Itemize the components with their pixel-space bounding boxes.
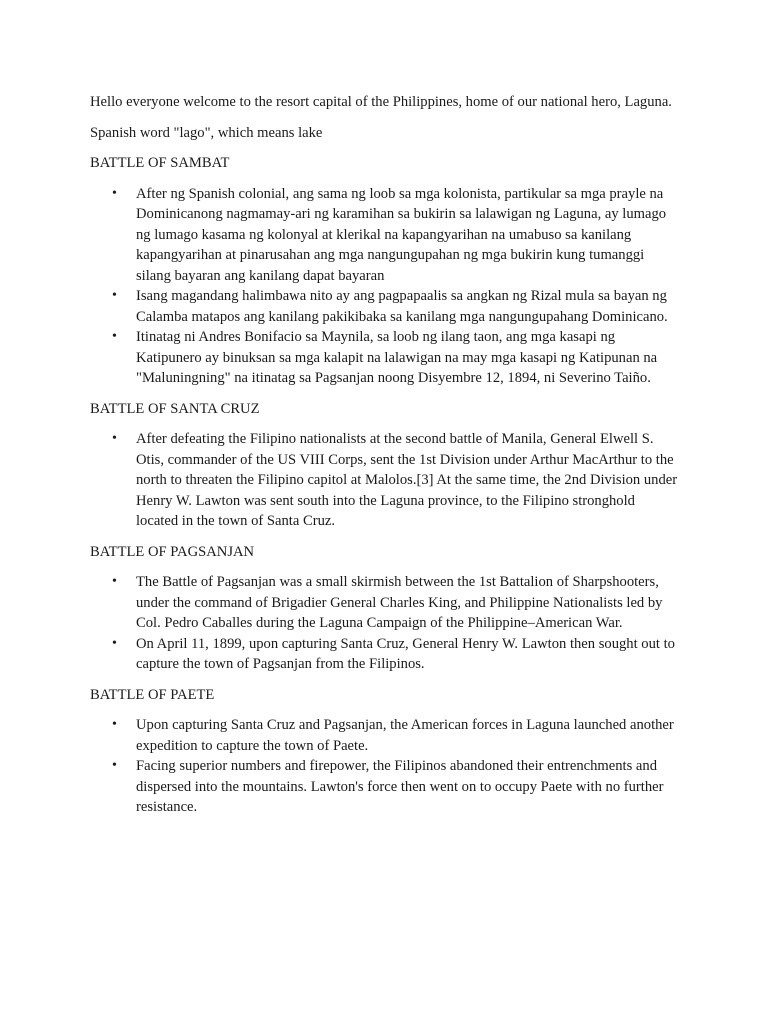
bullet-icon: • — [112, 185, 117, 201]
bullet-icon: • — [112, 574, 117, 589]
list-item-text: On April 11, 1899, upon capturing Santa Cruz, General Henry W. Lawton then sought out to capture the town of Pagsanjan from the Filipinos. — [136, 635, 675, 672]
section-heading-santa-cruz: BATTLE OF SANTA CRUZ — [90, 400, 260, 417]
list-item — [112, 327, 680, 389]
section-heading-paete: BATTLE OF PAETE — [90, 686, 215, 703]
list-item — [112, 429, 680, 532]
bullet-icon: • — [112, 431, 117, 446]
list-item-text: Upon capturing Santa Cruz and Pagsanjan, the American forces in Laguna launched another expedition to capture the town of Paete. — [136, 717, 674, 754]
list-item — [112, 634, 680, 675]
list-item-text: The Battle of Pagsanjan was a small skirmish between the 1st Battalion of Sharpshooters, under the command of Brigadier General Charles King, and Philippine Nationalists led by Col. Pedro Caballes during the Laguna Campaign of the Philippine–American War. — [136, 574, 663, 631]
bullet-icon: • — [112, 717, 117, 732]
bullet-icon: • — [112, 288, 117, 303]
bullet-list-sambat — [90, 184, 680, 389]
list-item-text: Facing superior numbers and firepower, the Filipinos abandoned their entrenchments and dispersed into the mountains. Lawton's force then went on to occupy Paete with no further resistance. — [136, 758, 664, 815]
list-item — [112, 715, 680, 756]
list-item-text: Itinatag ni Andres Bonifacio sa Maynila, sa loob ng ilang taon, ang mga kasapi ng Katipunero ay binuksan sa mga kalapit na lalawigan na may mga kasapi ng Katipunan na "Maluningning" na itinatag sa Pagsanjan noong Disyembre 12, 1894, ni Severino Taiño. — [136, 329, 658, 386]
document-page — [90, 92, 680, 828]
intro-lake-paragraph: Spanish word "lago", which means lake — [90, 124, 323, 141]
bullet-list-paete — [90, 715, 680, 818]
list-item — [112, 286, 680, 327]
list-item-text: Isang magandang halimbawa nito ay ang pagpapaalis sa angkan ng Rizal mula sa bayan ng Calamba matapos ang kanilang pakikibaka sa kanilang mga nangungupahang Dominicano. — [136, 288, 668, 325]
list-item — [112, 572, 680, 634]
section-heading-pagsanjan: BATTLE OF PAGSANJAN — [90, 543, 255, 560]
list-item — [112, 756, 680, 818]
bullet-icon: • — [112, 329, 117, 344]
intro-paragraph: Hello everyone welcome to the resort capital of the Philippines, home of our national hero, Laguna. — [90, 94, 672, 110]
section-heading-sambat: BATTLE OF SAMBAT — [90, 155, 230, 171]
bullet-list-santa-cruz — [90, 429, 680, 532]
bullet-list-pagsanjan — [90, 572, 680, 675]
list-item-text: After ng Spanish colonial, ang sama ng loob sa mga kolonista, partikular sa mga prayle na Dominicanong nagmamay-ari ng karamihan sa bukirin sa lalawigan ng Laguna, ay lumago ng lumago kasama ng kolonyal at klerikal na kapangyarihan na umabuso sa kanilang kapangyarihan at pinarusahan ang mga nangungupahan ng mga bukirin kung tumanggi silang bayaran ang kanilang dapat bayaran — [136, 185, 667, 284]
bullet-icon: • — [112, 758, 117, 773]
list-item-text: After defeating the Filipino nationalists at the second battle of Manila, General Elwell S. Otis, commander of the US VIII Corps, sent the 1st Division under Arthur MacArthur to the north to threaten the Filipino capitol at Malolos.[3] At the same time, the 2nd Division under Henry W. Lawton was sent south into the Laguna province, to the Filipino stronghold located in the town of Santa Cruz. — [136, 431, 678, 529]
list-item — [112, 184, 680, 287]
bullet-icon: • — [112, 635, 117, 651]
